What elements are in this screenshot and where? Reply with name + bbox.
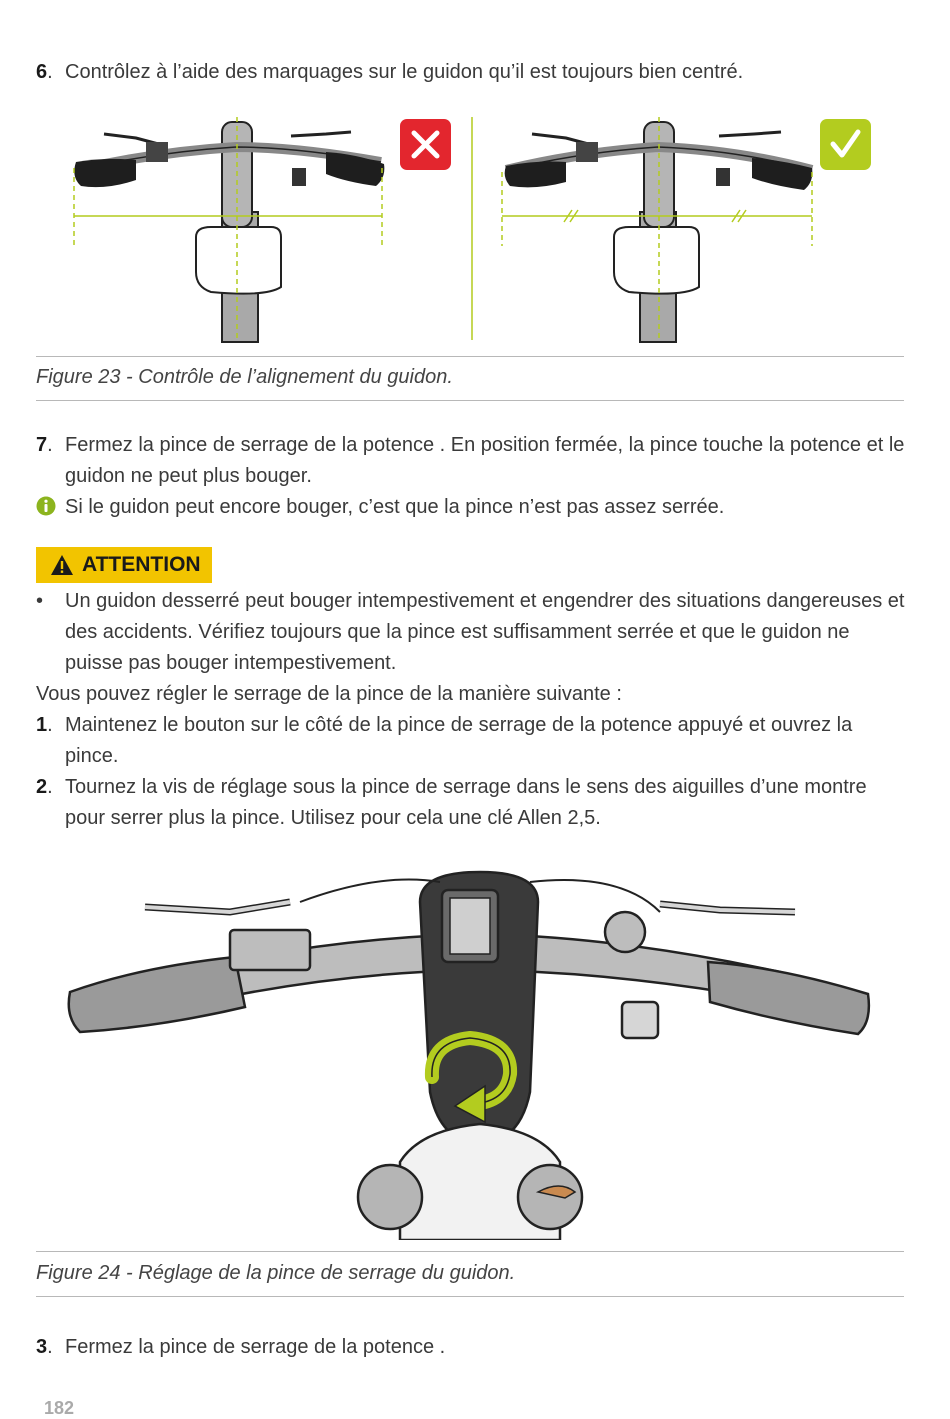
figure-24-caption: Figure 24 - Réglage de la pince de serrage du guidon. (36, 1262, 516, 1284)
warning-icon (50, 554, 74, 576)
info-icon (36, 496, 56, 516)
intro-text: Vous pouvez régler le serrage de la pince de la manière suivante : (36, 683, 622, 705)
figure-23-illustration (36, 112, 904, 344)
figure-23-rule-top (36, 356, 904, 357)
bullet-dot: • (36, 590, 44, 612)
step-2-number: 2. (36, 776, 53, 798)
figure-24-rule-bottom (36, 1296, 904, 1297)
step-7-text: Fermez la pince de serrage de la potence . En position fermée, la pince touche la potence et le guidon ne peut plus bouger. (65, 434, 905, 487)
step-6-number: 6. (36, 61, 53, 83)
handlebar-misaligned (74, 122, 384, 342)
step-1-text: Maintenez le bouton sur le côté de la pince de serrage de la potence appuyé et ouvrez la pince. (65, 714, 853, 767)
step-1-number: 1. (36, 714, 53, 736)
step-7-number: 7. (36, 434, 53, 456)
info-note: Si le guidon peut encore bouger, c’est que la pince n’est pas assez serrée. (65, 496, 725, 518)
step-6-text: Contrôlez à l’aide des marquages sur le guidon qu’il est toujours bien centré. (65, 61, 744, 83)
cross-icon (400, 119, 451, 170)
check-icon (820, 119, 871, 170)
figure-23-caption: Figure 23 - Contrôle de l’alignement du guidon. (36, 366, 453, 388)
page-number: 182 (44, 1398, 75, 1418)
attention-label: ATTENTION (82, 553, 201, 576)
figure-24-rule-top (36, 1251, 904, 1252)
figure-23-rule-bottom (36, 400, 904, 401)
step-3-number: 3. (36, 1336, 53, 1358)
attention-banner (36, 547, 212, 583)
step-2-text: Tournez la vis de réglage sous la pince de serrage dans le sens des aiguilles d’une montre pour serrer plus la pince. Utilisez pour cela une clé Allen 2,5. (65, 776, 867, 829)
figure-24-illustration (60, 862, 880, 1240)
step-3-text: Fermez la pince de serrage de la potence . (65, 1336, 446, 1358)
attention-bullet-text: Un guidon desserré peut bouger intempestivement et engendrer des situations dangereuses et des accidents. Vérifiez toujours que la pince est suffisamment serrée et que le guidon ne puisse pas bouger intempestivement. (65, 590, 905, 674)
